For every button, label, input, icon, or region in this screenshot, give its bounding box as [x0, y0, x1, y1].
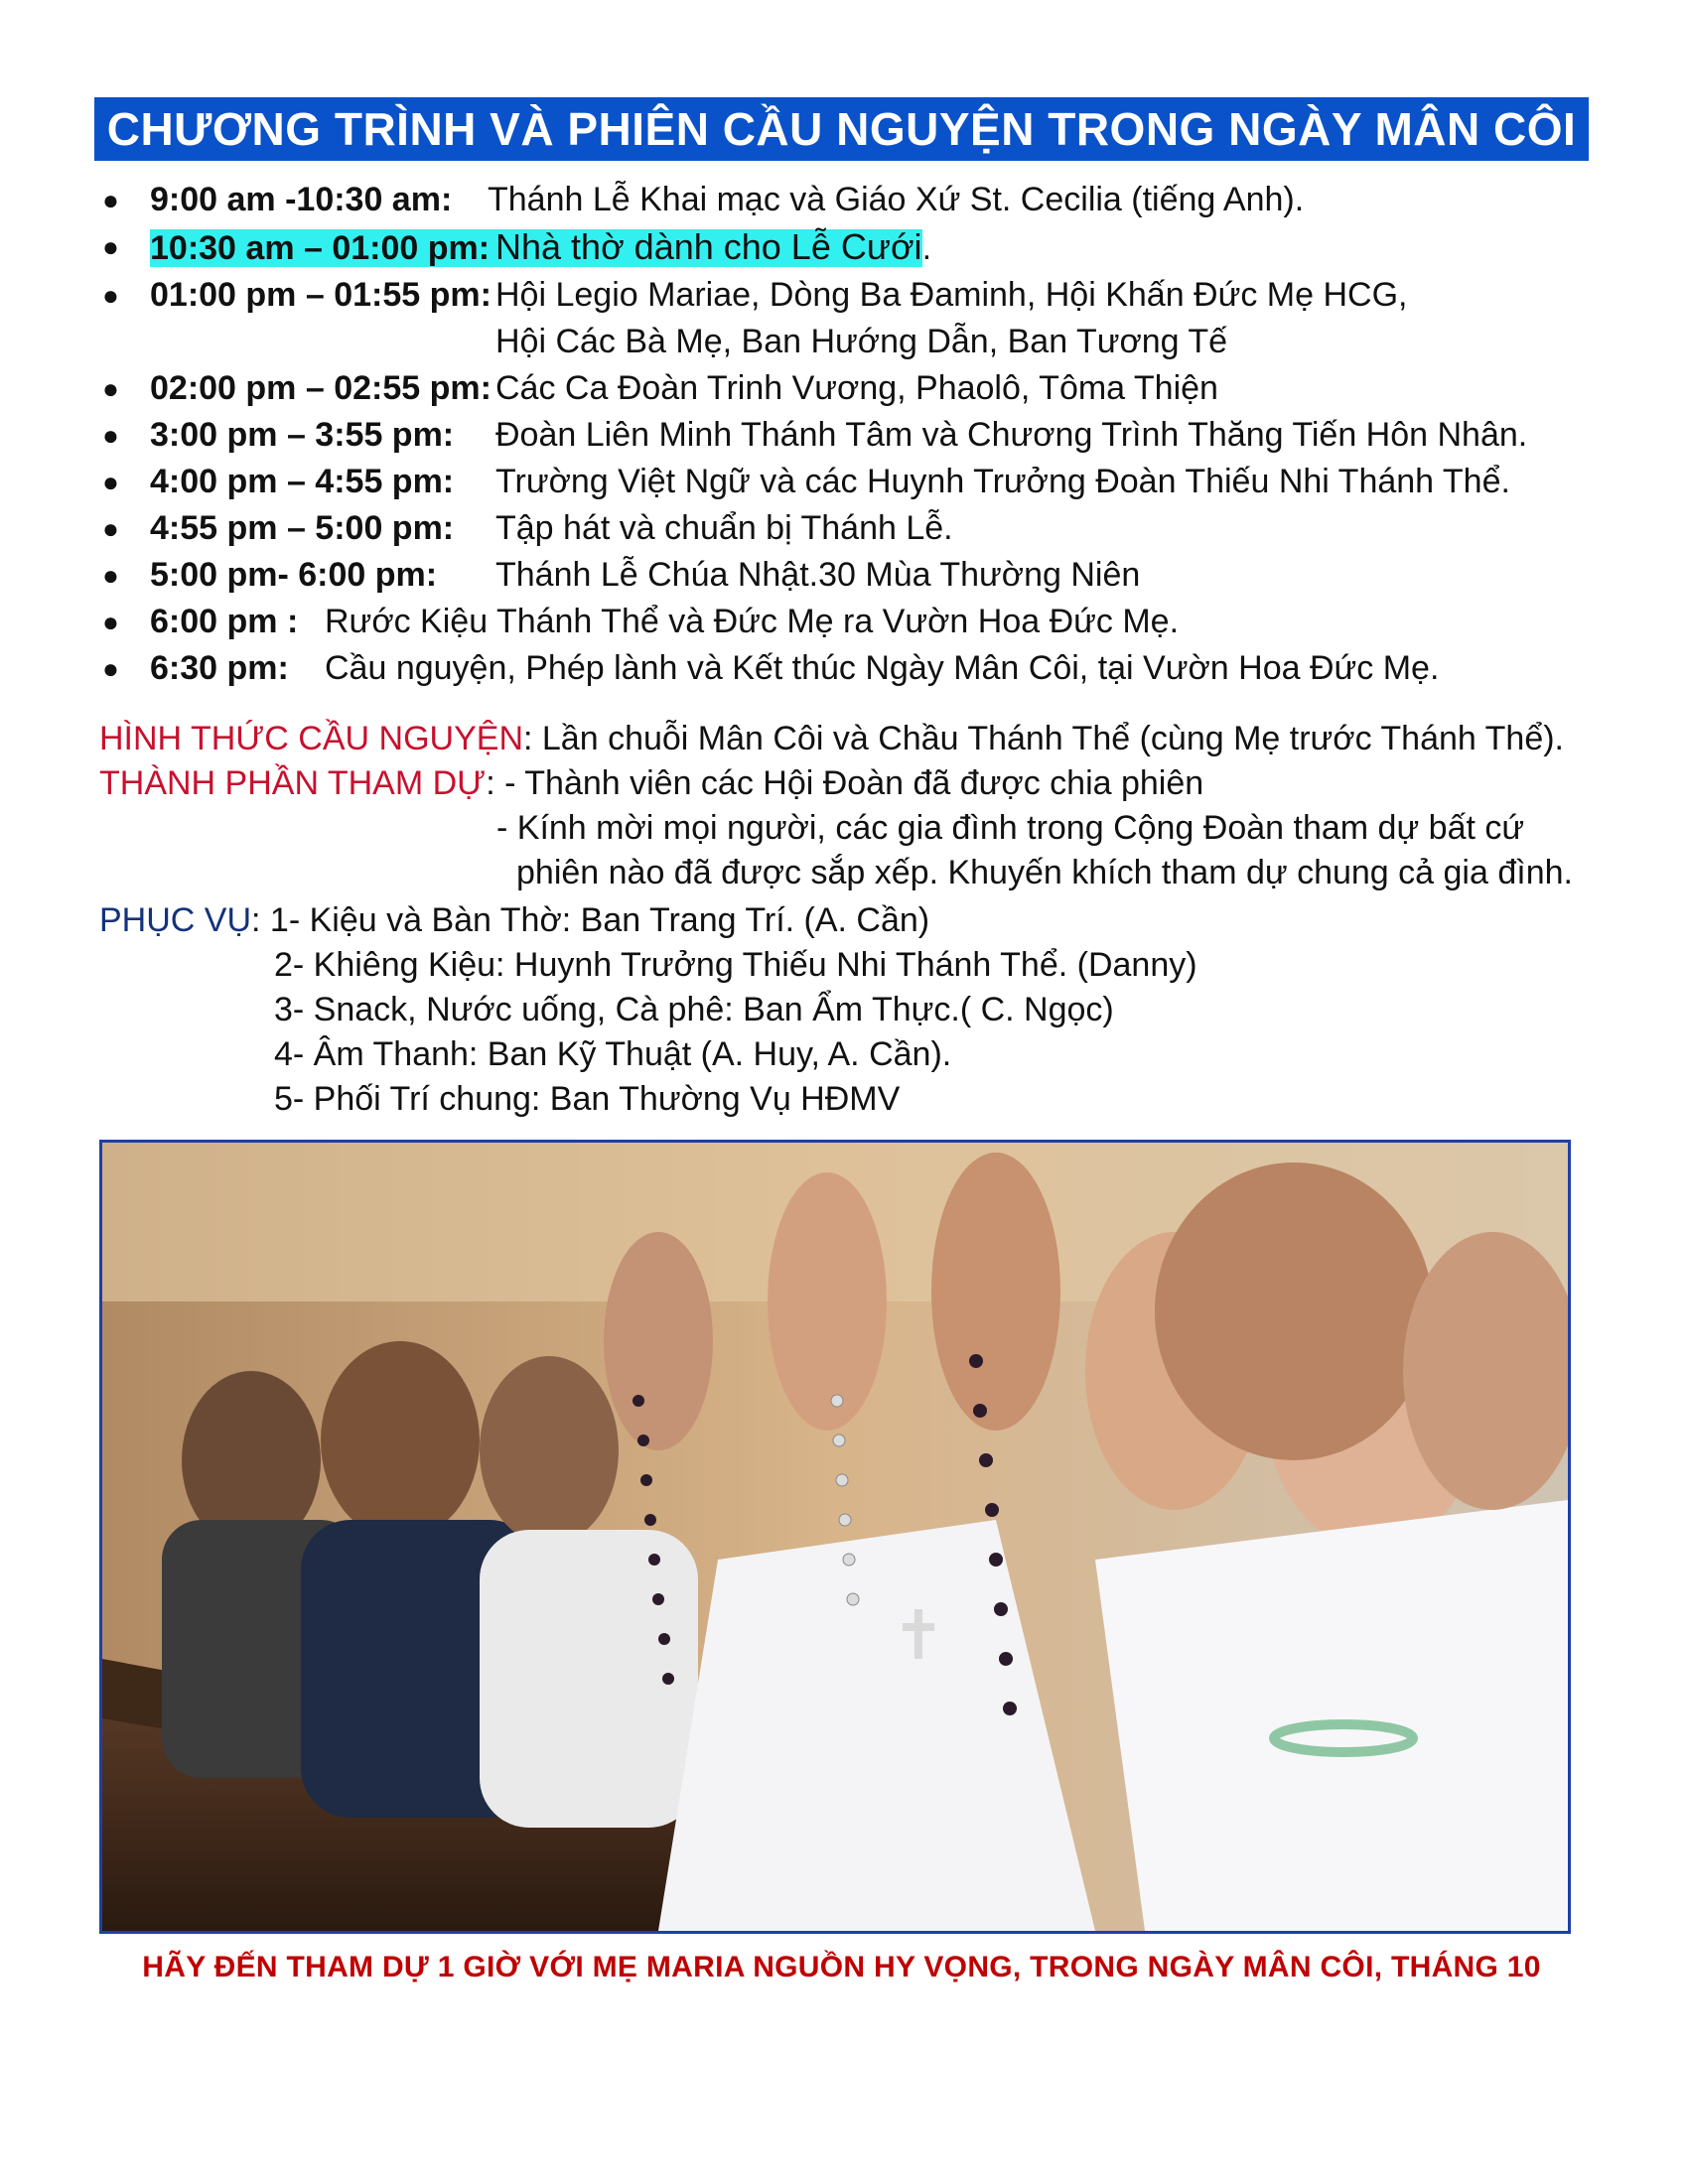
schedule-desc: Rước Kiệu Thánh Thể và Đức Mẹ ra Vườn Hoa Đức Mẹ. — [325, 603, 1180, 640]
schedule-desc: Hội Legio Mariae, Dòng Ba Đaminh, Hội Khấn Đức Mẹ HCG, — [495, 276, 1408, 314]
schedule-item — [94, 505, 1604, 552]
bullet-icon: ● — [102, 185, 119, 215]
schedule-desc: Trường Việt Ngữ và các Huynh Trưởng Đoàn Thiếu Nhi Thánh Thể. — [495, 463, 1510, 500]
schedule-list — [94, 177, 1604, 692]
participants-line-1: : - Thành viên các Hội Đoàn đã được chia phiên — [486, 764, 1204, 802]
bullet-icon: ● — [102, 373, 119, 404]
service-item: 5- Phối Trí chung: Ban Thường Vụ HĐMV — [274, 1080, 901, 1118]
page-title: CHƯƠNG TRÌNH VÀ PHIÊN CẦU NGUYỆN TRONG NGÀY MÂN CÔI — [94, 97, 1589, 161]
rosary-prayer-photo — [99, 1140, 1571, 1934]
photo-illustration — [102, 1143, 1568, 1931]
schedule-time: 9:00 am -10:30 am: — [150, 181, 453, 218]
schedule-item — [94, 645, 1604, 692]
footer-caption: HÃY ĐẾN THAM DỰ 1 GIỜ VỚI MẸ MARIA NGUỒN HY VỌNG, TRONG NGÀY MÂN CÔI, THÁNG 10 — [142, 1951, 1541, 1983]
prayer-form-section — [99, 717, 1564, 761]
schedule-time: 10:30 am – 01:00 pm: — [150, 229, 491, 267]
schedule-desc: Nhà thờ dành cho Lễ Cưới — [495, 226, 922, 267]
bullet-icon: ● — [102, 653, 119, 684]
bullet-icon: ● — [102, 607, 119, 637]
schedule-time: 02:00 pm – 02:55 pm: — [150, 369, 492, 407]
schedule-item — [94, 412, 1604, 459]
bullet-icon: ● — [102, 280, 119, 311]
participants-line-2: - Kính mời mọi người, các gia đình trong Cộng Đoàn tham dự bất cứ — [496, 809, 1525, 847]
service-item: : 1- Kiệu và Bàn Thờ: Ban Trang Trí. (A. Cần) — [251, 901, 930, 939]
schedule-desc-continued: Hội Các Bà Mẹ, Ban Hướng Dẫn, Ban Tương Tế — [495, 323, 1228, 360]
schedule-time: 01:00 pm – 01:55 pm: — [150, 276, 492, 314]
schedule-item — [94, 365, 1604, 412]
prayer-form-label: HÌNH THỨC CẦU NGUYỆN — [99, 720, 523, 757]
schedule-desc: Thánh Lễ Chúa Nhật.30 Mùa Thường Niên — [495, 556, 1141, 594]
schedule-desc: Tập hát và chuẩn bị Thánh Lễ. — [495, 509, 953, 547]
schedule-item — [94, 599, 1604, 645]
schedule-time: 6:30 pm: — [150, 649, 289, 687]
service-label: PHỤC VỤ — [99, 901, 252, 939]
bullet-icon: ● — [102, 420, 119, 451]
bullet-icon: ● — [102, 513, 119, 544]
participants-section — [99, 761, 1573, 895]
schedule-time: 4:55 pm – 5:00 pm: — [150, 509, 455, 547]
service-item: 4- Âm Thanh: Ban Kỹ Thuật (A. Huy, A. Cần). — [274, 1035, 952, 1073]
bullet-icon: ● — [102, 560, 119, 591]
service-item: 2- Khiêng Kiệu: Huynh Trưởng Thiếu Nhi Thánh Thể. (Danny) — [274, 946, 1197, 984]
schedule-item — [94, 177, 1604, 223]
schedule-item — [94, 552, 1604, 599]
schedule-time: 6:00 pm : — [150, 603, 299, 640]
schedule-desc: Thánh Lễ Khai mạc và Giáo Xứ St. Cecilia (tiếng Anh). — [488, 181, 1305, 218]
prayer-form-text: : Lần chuỗi Mân Côi và Chầu Thánh Thể (cùng Mẹ trước Thánh Thể). — [523, 720, 1565, 757]
service-section — [99, 898, 1197, 1122]
highlighted-entry — [150, 226, 922, 267]
schedule-time: 4:00 pm – 4:55 pm: — [150, 463, 455, 500]
bullet-icon: ● — [102, 467, 119, 497]
schedule-time: 5:00 pm- 6:00 pm: — [150, 556, 438, 594]
schedule-item — [94, 272, 1604, 365]
schedule-desc: Các Ca Đoàn Trinh Vương, Phaolô, Tôma Thiện — [495, 369, 1218, 407]
participants-label: THÀNH PHẦN THAM DỰ — [99, 764, 487, 802]
schedule-desc: Đoàn Liên Minh Thánh Tâm và Chương Trình Thăng Tiến Hôn Nhân. — [495, 416, 1528, 454]
schedule-time: 3:00 pm – 3:55 pm: — [150, 416, 455, 454]
participants-line-3: phiên nào đã được sắp xếp. Khuyến khích tham dự chung cả gia đình. — [516, 854, 1573, 891]
schedule-item — [94, 459, 1604, 505]
schedule-item: ● 10:30 am – 01:00 pm: Nhà thờ dành cho Lễ Cưới. — [94, 223, 1604, 272]
schedule-desc: Cầu nguyện, Phép lành và Kết thúc Ngày Mân Côi, tại Vườn Hoa Đức Mẹ. — [325, 649, 1440, 687]
bullet-icon: ● — [102, 231, 119, 262]
service-item: 3- Snack, Nước uống, Cà phê: Ban Ẩm Thực.( C. Ngọc) — [274, 991, 1114, 1028]
